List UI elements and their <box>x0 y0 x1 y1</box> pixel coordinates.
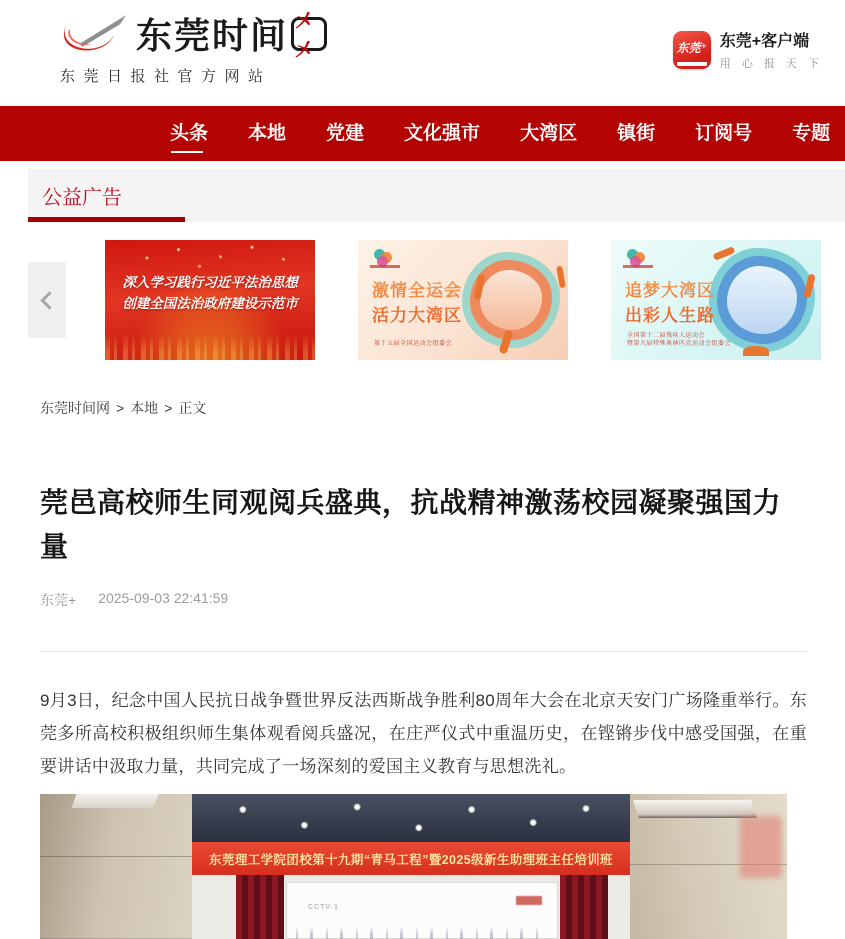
nav-item-topics[interactable]: 专题 <box>792 123 831 144</box>
psa-banner-rule-of-law[interactable] <box>105 240 315 360</box>
carousel-prev-button[interactable] <box>28 262 66 338</box>
app-client-badge[interactable] <box>673 28 823 71</box>
cctv-logo: CCTV-1 <box>308 904 339 911</box>
banner3-note: 全国第十二届残疾人运动会 <box>627 333 706 339</box>
breadcrumb-separator: > <box>164 400 173 416</box>
nav-item-towns[interactable]: 镇街 <box>617 123 656 144</box>
app-slogan: 用 心 报 天 下 <box>719 58 823 70</box>
photo-curtain-left <box>236 875 284 939</box>
photo-projection-screen <box>286 882 558 939</box>
psa-carousel <box>28 240 821 360</box>
article-source: 东莞+ <box>40 592 77 608</box>
photo-left-wall <box>40 794 192 939</box>
breadcrumb <box>40 398 807 418</box>
screen-skyline <box>296 927 548 939</box>
banner3-line2: 出彩人生路 <box>625 306 715 325</box>
app-icon-text: 东莞⁺ <box>676 41 707 55</box>
skyline-graphic <box>105 334 315 360</box>
article-content <box>40 360 807 939</box>
nav-item-party[interactable]: 党建 <box>326 123 365 144</box>
byline-divider <box>40 651 807 652</box>
photo-banner-text: 东莞理工学院团校第十九期“青马工程”暨2025级新生助理班主任培训班 <box>209 852 613 867</box>
chevron-left-icon <box>40 291 58 309</box>
article-photo <box>40 794 787 939</box>
banner1-line1: 深入学习践行习近平法治思想 <box>122 275 298 290</box>
games-logo-icon <box>623 249 657 271</box>
nav-item-culture[interactable]: 文化强市 <box>404 123 481 144</box>
banner2-line2: 活力大湾区 <box>372 306 462 325</box>
article-datetime: 2025-09-03 22:41:59 <box>98 590 229 606</box>
psa-banner-para-games[interactable] <box>611 240 821 360</box>
banner2-note: 第十五届全国运动会组委会 <box>374 341 453 347</box>
photo-ac-unit-left <box>71 794 158 808</box>
breadcrumb-home[interactable]: 东莞时间网 <box>40 400 110 416</box>
breadcrumb-local[interactable]: 本地 <box>130 400 159 416</box>
banner1-line2: 创建全国法治政府建设示范市 <box>122 296 298 311</box>
psa-section-bar <box>28 169 845 222</box>
site-title-net-glyph: 㐅㐅 <box>291 17 327 51</box>
breadcrumb-separator: > <box>116 400 125 416</box>
site-header <box>0 0 845 106</box>
photo-ceiling <box>190 794 630 846</box>
screen-red-logo <box>516 896 542 905</box>
nav-item-subscriptions[interactable]: 订阅号 <box>695 123 753 144</box>
photo-led-banner <box>192 842 630 875</box>
psa-title-underline <box>28 217 185 222</box>
nav-item-local[interactable]: 本地 <box>248 123 287 144</box>
breadcrumb-current: 正文 <box>178 400 207 416</box>
banner3-line1: 追梦大湾区 <box>625 281 715 300</box>
photo-ac-unit-right <box>633 800 757 818</box>
app-icon <box>673 31 711 69</box>
main-nav <box>0 106 845 161</box>
games-logo-icon <box>370 249 404 271</box>
swoosh-icon <box>57 9 132 59</box>
photo-curtain-right <box>560 875 608 939</box>
photo-red-sign <box>740 816 782 878</box>
psa-section-title[interactable]: 公益广告 <box>42 187 122 209</box>
banner2-line1: 激情全运会 <box>372 281 462 300</box>
article-title: 莞邑高校师生同观阅兵盛典，抗战精神激荡校园凝聚强国力量 <box>40 487 782 562</box>
psa-banner-national-games[interactable] <box>358 240 568 360</box>
article-byline <box>40 590 807 610</box>
nav-item-bayarea[interactable]: 大湾区 <box>520 123 578 144</box>
site-title <box>136 8 327 62</box>
site-title-text: 东莞时间 <box>136 15 289 56</box>
site-logo[interactable] <box>57 8 327 86</box>
site-tagline: 东莞日报社官方网站 <box>60 68 272 85</box>
nav-item-headlines[interactable]: 头条 <box>170 106 208 161</box>
app-name: 东莞+客户端 <box>719 33 810 50</box>
article-paragraph: 9月3日，纪念中国人民抗日战争暨世界反法西斯战争胜利80周年大会在北京天安门广场隆重举行。东莞多所高校积极组织师生集体观看阅兵盛况，在庄严仪式中重温历史，在铿锵步伐中感受国强，在重要讲话中汲取力量，共同完成了一场深刻的爱国主义教育与思想洗礼。 <box>40 691 807 776</box>
banner3-note2: 暨第九届特殊奥林匹克运动会组委会 <box>627 341 732 347</box>
